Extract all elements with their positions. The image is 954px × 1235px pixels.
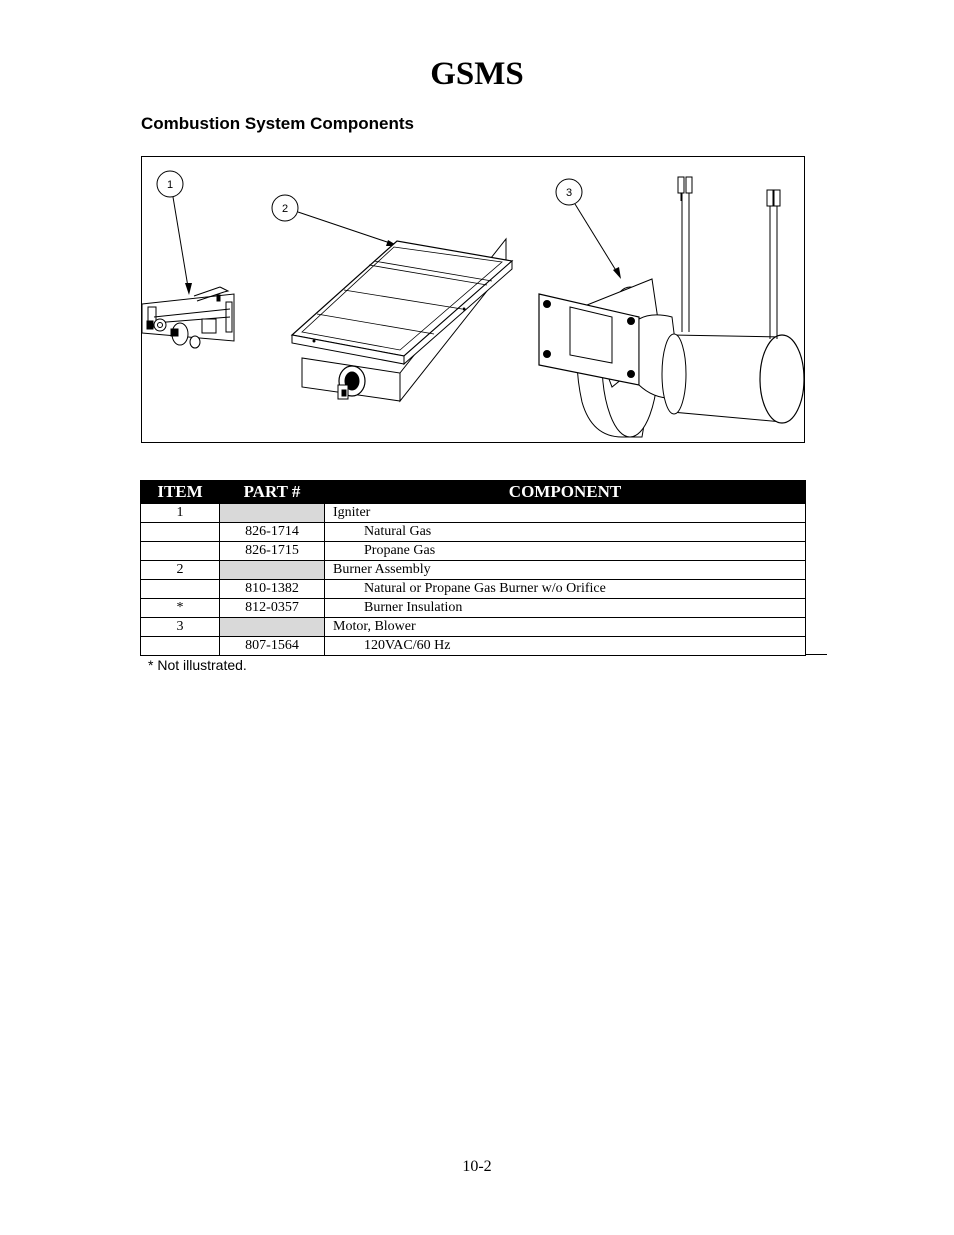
item-cell: 3 bbox=[141, 618, 220, 637]
part-cell bbox=[220, 504, 325, 523]
blower-motor-drawing bbox=[539, 177, 804, 437]
item-cell bbox=[141, 542, 220, 561]
part-cell: 807-1564 bbox=[220, 637, 325, 656]
header-item: ITEM bbox=[141, 481, 220, 504]
component-cell: Burner Insulation bbox=[325, 599, 806, 618]
callout-1-label: 1 bbox=[166, 179, 174, 191]
table-header-row bbox=[141, 481, 806, 504]
component-cell: Motor, Blower bbox=[325, 618, 806, 637]
table-row bbox=[141, 523, 806, 542]
callout-3-label: 3 bbox=[565, 187, 573, 199]
burner-assembly-drawing bbox=[292, 239, 512, 401]
footnote: * Not illustrated. bbox=[148, 657, 247, 673]
table-row bbox=[141, 580, 806, 599]
item-cell: 2 bbox=[141, 561, 220, 580]
table-rule-extension bbox=[806, 654, 827, 655]
table-row bbox=[141, 561, 806, 580]
table-row bbox=[141, 618, 806, 637]
component-cell: 120VAC/60 Hz bbox=[325, 637, 806, 656]
document-title: GSMS bbox=[430, 56, 524, 92]
part-cell bbox=[220, 561, 325, 580]
exploded-parts-drawing bbox=[142, 157, 804, 442]
component-cell: Natural Gas bbox=[325, 523, 806, 542]
item-cell: * bbox=[141, 599, 220, 618]
component-cell: Natural or Propane Gas Burner w/o Orifice bbox=[325, 580, 806, 599]
component-cell: Igniter bbox=[325, 504, 806, 523]
callout-2 bbox=[272, 195, 398, 246]
item-cell: 1 bbox=[141, 504, 220, 523]
igniter-drawing bbox=[142, 287, 234, 348]
table-row bbox=[141, 504, 806, 523]
part-cell: 826-1715 bbox=[220, 542, 325, 561]
callout-3 bbox=[556, 179, 621, 279]
header-part-number: PART # bbox=[220, 481, 325, 504]
part-cell bbox=[220, 618, 325, 637]
part-cell: 826-1714 bbox=[220, 523, 325, 542]
item-cell bbox=[141, 637, 220, 656]
components-illustration bbox=[141, 156, 805, 443]
page-number: 10-2 bbox=[462, 1158, 492, 1175]
table-row bbox=[141, 542, 806, 561]
callout-2-label: 2 bbox=[281, 203, 289, 215]
section-heading: Combustion System Components bbox=[141, 114, 414, 133]
item-cell bbox=[141, 523, 220, 542]
table-row bbox=[141, 637, 806, 656]
part-cell: 812-0357 bbox=[220, 599, 325, 618]
component-cell: Propane Gas bbox=[325, 542, 806, 561]
parts-table bbox=[140, 480, 806, 656]
component-cell: Burner Assembly bbox=[325, 561, 806, 580]
part-cell: 810-1382 bbox=[220, 580, 325, 599]
item-cell bbox=[141, 580, 220, 599]
header-component: COMPONENT bbox=[325, 481, 806, 504]
callout-1 bbox=[157, 171, 192, 295]
table-row bbox=[141, 599, 806, 618]
